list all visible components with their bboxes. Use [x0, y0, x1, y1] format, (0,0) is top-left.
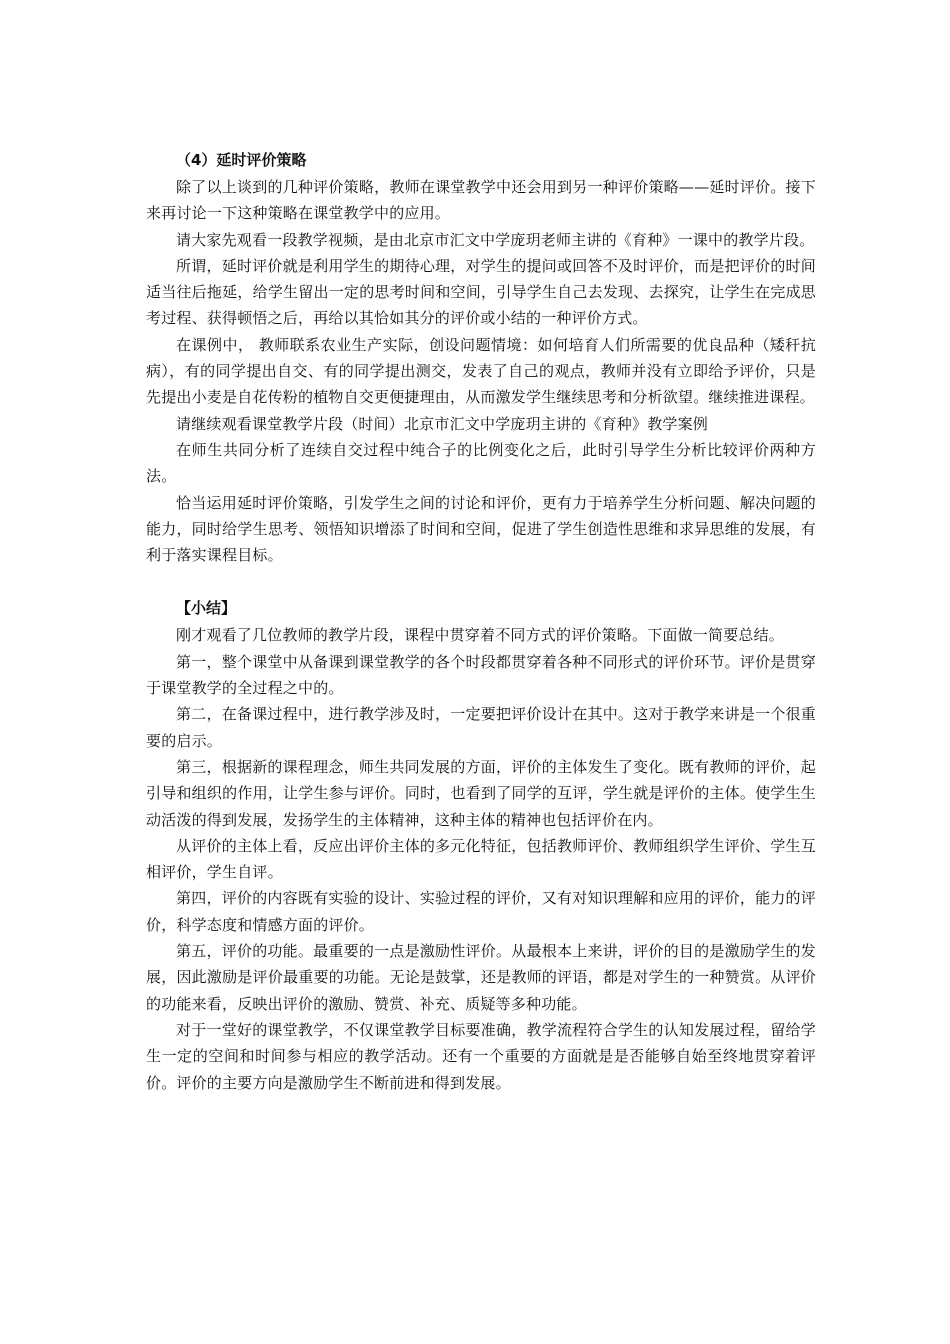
document-page — [146, 147, 816, 1096]
section-spacer — [146, 568, 816, 595]
paragraph: 恰当运用延时评价策略，引发学生之间的讨论和评价，更有力于培养学生分析问题、解决问题的能力，同时给学生思考、领悟知识增添了时间和空间，促进了学生创造性思维和求异思维的发展，有利于落实课程目标。 — [146, 493, 816, 565]
paragraph: 请继续观看课堂教学片段（时间）北京市汇文中学庞玥主讲的《育种》教学案例 — [176, 414, 709, 433]
paragraph: 第四，评价的内容既有实验的设计、实验过程的评价，又有对知识理解和应用的评价，能力的评价，科学态度和情感方面的评价。 — [146, 889, 816, 934]
paragraph: 第三，根据新的课程理念，师生共同发展的方面，评价的主体发生了变化。既有教师的评价，起引导和组织的作用，让学生参与评价。同时，也看到了同学的互评，学生就是评价的主体。使学生生动活泼的得到发展，发扬学生的主体精神，这种主体的精神也包括评价在内。 — [146, 757, 816, 829]
paragraph: 请大家先观看一段教学视频，是由北京市汇文中学庞玥老师主讲的《育种》一课中的教学片段。 — [176, 230, 815, 249]
paragraph: 在师生共同分析了连续自交过程中纯合子的比例变化之后，此时引导学生分析比较评价两种方法。 — [146, 440, 816, 486]
paragraph: 从评价的主体上看，反应出评价主体的多元化特征，包括教师评价、教师组织学生评价、学生互相评价，学生自评。 — [146, 836, 816, 882]
paragraph: 第五，评价的功能。最重要的一点是激励性评价。从最根本上来讲，评价的目的是激励学生的发展，因此激励是评价最重要的功能。无论是鼓掌，还是教师的评语，都是对学生的一种赞赏。从评价的功能来看，反映出评价的激励、赞赏、补充、质疑等多种功能。 — [146, 942, 816, 1013]
paragraph: 第一，整个课堂中从备课到课堂教学的各个时段都贯穿着各种不同形式的评价环节。评价是贯穿于课堂教学的全过程之中的。 — [146, 652, 816, 698]
paragraph: 对于一堂好的课堂教学，不仅课堂教学目标要准确，教学流程符合学生的认知发展过程，留给学生一定的空间和时间参与相应的教学活动。还有一个重要的方面就是是否能够自始至终地贯穿着评价。评价的主要方向是激励学生不断前进和得到发展。 — [146, 1020, 816, 1092]
paragraph: 刚才观看了几位教师的教学片段，课程中贯穿着不同方式的评价策略。下面做一简要总结。 — [176, 626, 785, 645]
section-heading-delayed-evaluation: （4）延时评价策略 — [176, 151, 307, 169]
section-heading-summary: 【小结】 — [176, 599, 237, 618]
paragraph: 所谓，延时评价就是利用学生的期待心理，对学生的提问或回答不及时评价，而是把评价的时间适当往后拖延，给学生留出一定的思考时间和空间，引导学生自己去发现、去探究，让学生在完成思考过程、获得顿悟之后，再给以其恰如其分的评价或小结的一种评价方式。 — [146, 256, 816, 328]
paragraph: 除了以上谈到的几种评价策略，教师在课堂教学中还会用到另一种评价策略——延时评价。接下来再讨论一下这种策略在课堂教学中的应用。 — [146, 178, 816, 223]
paragraph: 在课例中， 教师联系农业生产实际，创设问题情境：如何培育人们所需要的优良品种（矮秆抗病），有的同学提出自交、有的同学提出测交，发表了自己的观点，教师并没有立即给予评价，只是先提出小麦是自花传粉的植物自交更便捷理由，从而激发学生继续思考和分析欲望。继续推进课程。 — [146, 335, 816, 407]
paragraph: 第二，在备课过程中，进行教学涉及时，一定要把评价设计在其中。这对于教学来讲是一个很重要的启示。 — [146, 705, 816, 750]
